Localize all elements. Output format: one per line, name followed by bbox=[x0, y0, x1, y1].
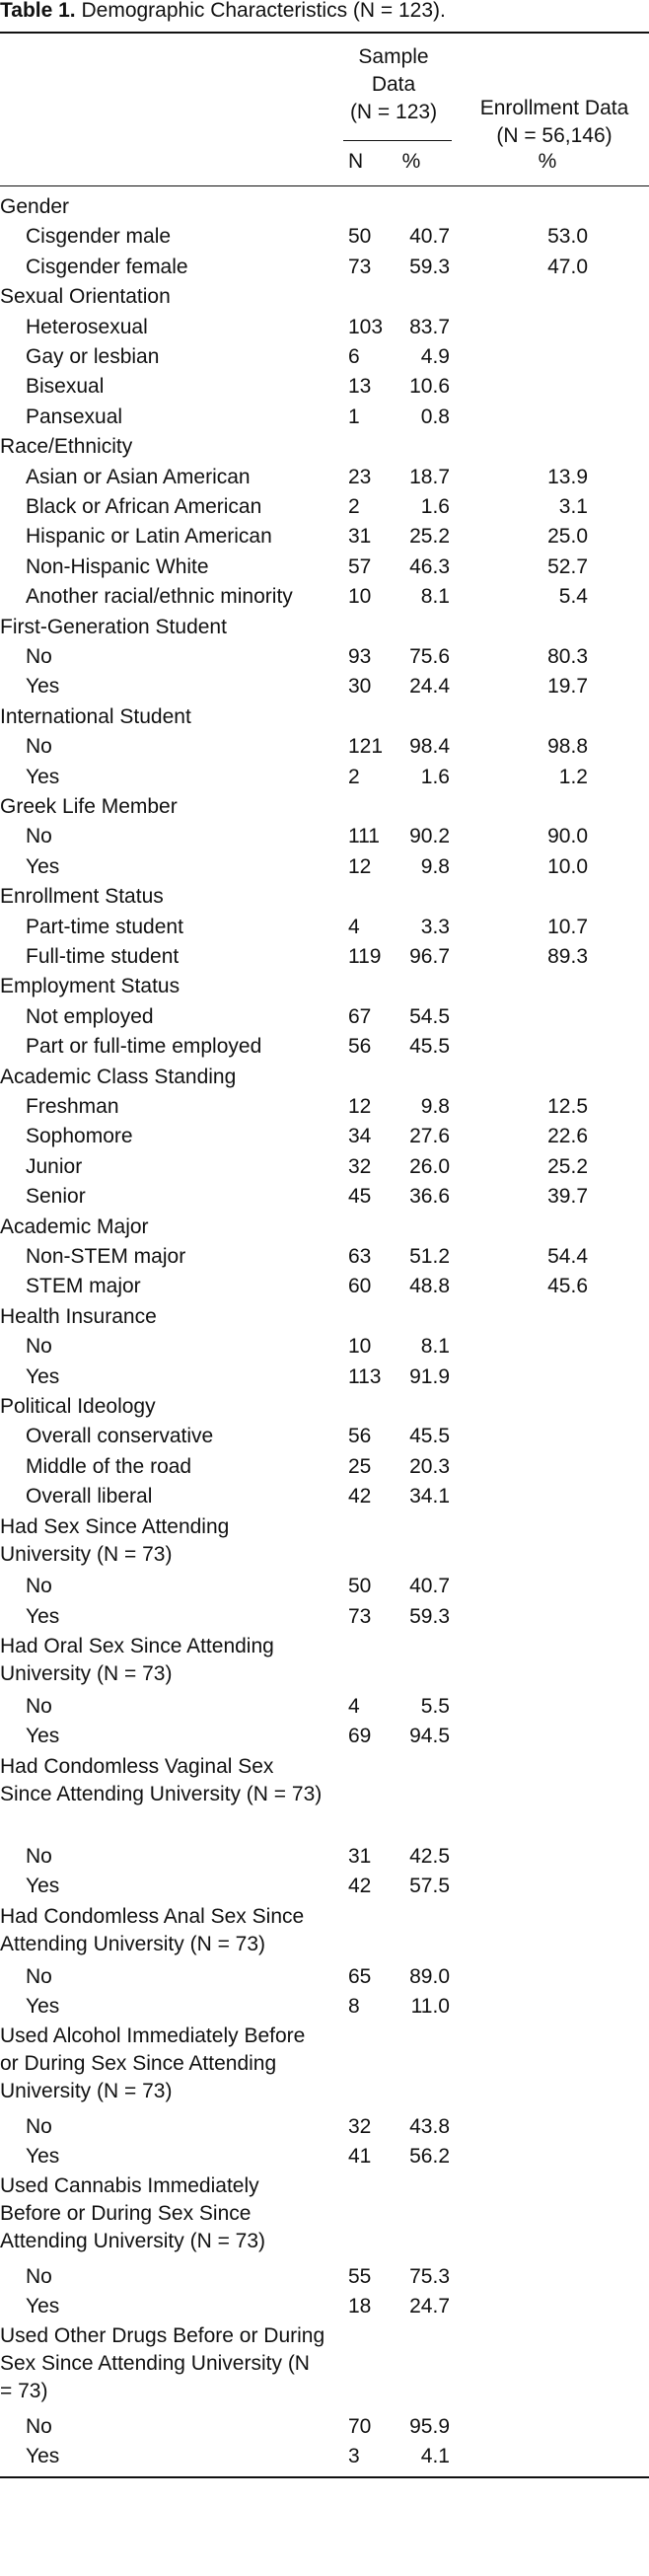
enrollment-pct-cell: 10.0 bbox=[547, 854, 588, 878]
sample-pct-cell: 9.8 bbox=[420, 854, 450, 878]
sample-n-cell: 31 bbox=[348, 1845, 372, 1868]
enrollment-pct-cell: 45.6 bbox=[547, 1275, 588, 1298]
enroll-header-line1: Enrollment Data bbox=[479, 97, 629, 119]
enrollment-pct-cell: 19.7 bbox=[547, 675, 588, 699]
sample-pct-cell: 40.7 bbox=[409, 225, 450, 249]
row-label: Full-time student bbox=[26, 945, 180, 968]
category-label: First-Generation Student bbox=[0, 615, 227, 638]
sample-n-cell: 67 bbox=[348, 1004, 372, 1028]
sample-pct-cell: 83.7 bbox=[409, 315, 450, 338]
category-label: Gender bbox=[0, 195, 70, 218]
sample-n-cell: 57 bbox=[348, 554, 372, 578]
row-label: Yes bbox=[26, 1725, 60, 1748]
sample-n-cell: 42 bbox=[348, 1875, 372, 1898]
sample-n-cell: 93 bbox=[348, 645, 372, 668]
enrollment-pct-cell: 1.2 bbox=[558, 765, 588, 788]
row-label: Hispanic or Latin American bbox=[26, 525, 272, 549]
col-enroll-pct-header: % bbox=[538, 150, 557, 173]
row-label: Cisgender male bbox=[26, 225, 172, 249]
sample-n-cell: 8 bbox=[348, 1995, 360, 2018]
row-label: No bbox=[26, 2264, 52, 2288]
table-caption-label: Table 1. bbox=[0, 0, 76, 22]
enrollment-pct-cell: 10.7 bbox=[547, 915, 588, 938]
sample-pct-cell: 11.0 bbox=[410, 1995, 450, 2018]
category-label: Academic Major bbox=[0, 1214, 149, 1238]
sample-n-cell: 34 bbox=[348, 1125, 372, 1148]
row-label: No bbox=[26, 2114, 52, 2138]
sample-header-line1: Sample bbox=[358, 45, 429, 68]
sample-n-cell: 56 bbox=[348, 1035, 372, 1059]
sample-n-cell: 2 bbox=[348, 495, 360, 518]
sample-pct-cell: 8.1 bbox=[420, 585, 450, 609]
sample-pct-cell: 45.5 bbox=[409, 1035, 450, 1059]
col-pct-header: % bbox=[401, 150, 421, 173]
sample-pct-cell: 24.7 bbox=[409, 2295, 450, 2318]
sample-pct-cell: 96.7 bbox=[409, 945, 450, 968]
sample-n-cell: 121 bbox=[348, 735, 384, 759]
sample-n-cell: 23 bbox=[348, 465, 372, 488]
sample-header-line3: (N = 123) bbox=[349, 101, 438, 123]
sample-header-line2: Data bbox=[371, 73, 416, 96]
row-label: Pansexual bbox=[26, 405, 123, 428]
enrollment-pct-cell: 80.3 bbox=[547, 645, 588, 668]
table-caption-text: Demographic Characteristics (N = 123). bbox=[81, 0, 446, 22]
sample-pct-cell: 59.3 bbox=[409, 255, 450, 278]
enrollment-pct-cell: 98.8 bbox=[547, 735, 588, 759]
sample-pct-cell: 90.2 bbox=[409, 825, 450, 848]
enrollment-pct-cell: 25.0 bbox=[547, 525, 588, 549]
sample-pct-cell: 91.9 bbox=[409, 1364, 450, 1388]
row-label: No bbox=[26, 1575, 52, 1598]
sample-n-cell: 10 bbox=[348, 1335, 372, 1359]
sample-pct-cell: 20.3 bbox=[409, 1454, 450, 1478]
row-label: Yes bbox=[26, 854, 60, 878]
sample-n-cell: 70 bbox=[348, 2414, 372, 2438]
row-label: No bbox=[26, 1845, 52, 1868]
row-label: STEM major bbox=[26, 1275, 141, 1298]
row-label: Another racial/ethnic minority bbox=[26, 585, 293, 609]
sample-pct-cell: 56.2 bbox=[409, 2145, 450, 2168]
row-label: Part-time student bbox=[26, 915, 183, 938]
sample-n-cell: 50 bbox=[348, 225, 372, 249]
enrollment-pct-cell: 47.0 bbox=[547, 255, 588, 278]
sample-n-cell: 55 bbox=[348, 2264, 372, 2288]
sample-n-cell: 32 bbox=[348, 2114, 372, 2138]
row-label: Yes bbox=[26, 1995, 60, 2018]
row-label: Asian or Asian American bbox=[26, 465, 251, 488]
sample-n-cell: 111 bbox=[348, 825, 380, 848]
row-label: Heterosexual bbox=[26, 315, 148, 338]
enrollment-pct-cell: 13.9 bbox=[547, 465, 588, 488]
category-label: Had Condomless Anal Sex Since Attending University (N = 73) bbox=[0, 1904, 305, 1955]
row-label: Overall conservative bbox=[26, 1425, 214, 1448]
sample-pct-cell: 10.6 bbox=[409, 375, 450, 399]
sample-n-cell: 103 bbox=[348, 315, 384, 338]
sample-pct-cell: 75.3 bbox=[409, 2264, 450, 2288]
row-label: Sophomore bbox=[26, 1125, 133, 1148]
sample-pct-cell: 36.6 bbox=[409, 1185, 450, 1209]
sample-pct-cell: 26.0 bbox=[409, 1154, 450, 1178]
sample-pct-cell: 89.0 bbox=[409, 1964, 450, 1988]
sample-n-cell: 2 bbox=[348, 765, 360, 788]
sample-n-cell: 32 bbox=[348, 1154, 372, 1178]
sample-pct-cell: 57.5 bbox=[409, 1875, 450, 1898]
category-label: Used Other Drugs Before or During Sex Since Attending University (N = 73) bbox=[0, 2324, 325, 2403]
row-label: Cisgender female bbox=[26, 255, 188, 278]
sample-n-cell: 41 bbox=[348, 2145, 372, 2168]
enrollment-pct-cell: 3.1 bbox=[558, 495, 588, 518]
category-label: Employment Status bbox=[0, 975, 180, 998]
sample-n-cell: 13 bbox=[348, 375, 372, 399]
sample-pct-cell: 95.9 bbox=[409, 2414, 450, 2438]
category-label: Had Oral Sex Since Attending University (N = 73) bbox=[0, 1635, 274, 1686]
sample-n-cell: 12 bbox=[348, 854, 372, 878]
sample-pct-cell: 43.8 bbox=[409, 2114, 450, 2138]
sample-n-cell: 69 bbox=[348, 1725, 372, 1748]
row-label: Not employed bbox=[26, 1004, 154, 1028]
sample-n-cell: 45 bbox=[348, 1185, 372, 1209]
bottom-rule bbox=[0, 2476, 649, 2478]
sample-data-header bbox=[335, 43, 452, 126]
row-label: Yes bbox=[26, 2295, 60, 2318]
enrollment-pct-cell: 89.3 bbox=[547, 945, 588, 968]
sample-pct-cell: 25.2 bbox=[409, 525, 450, 549]
row-label: No bbox=[26, 735, 52, 759]
sample-pct-cell: 4.1 bbox=[420, 2445, 450, 2467]
sample-n-cell: 56 bbox=[348, 1425, 372, 1448]
sample-pct-cell: 27.6 bbox=[409, 1125, 450, 1148]
sample-n-cell: 4 bbox=[348, 915, 360, 938]
sample-pct-cell: 0.8 bbox=[420, 405, 450, 428]
sample-pct-cell: 8.1 bbox=[420, 1335, 450, 1359]
row-label: Black or African American bbox=[26, 495, 262, 518]
sample-pct-cell: 40.7 bbox=[409, 1575, 450, 1598]
sample-n-cell: 31 bbox=[348, 525, 372, 549]
row-label: No bbox=[26, 825, 52, 848]
enrollment-pct-cell: 39.7 bbox=[547, 1185, 588, 1209]
sample-n-cell: 42 bbox=[348, 1485, 372, 1509]
row-label: Non-Hispanic White bbox=[26, 554, 209, 578]
row-label: Yes bbox=[26, 765, 60, 788]
sample-n-cell: 63 bbox=[348, 1245, 372, 1268]
enrollment-pct-cell: 12.5 bbox=[547, 1095, 588, 1118]
sample-pct-cell: 24.4 bbox=[409, 675, 450, 699]
sample-n-cell: 30 bbox=[348, 675, 372, 699]
sample-pct-cell: 59.3 bbox=[409, 1604, 450, 1628]
sample-pct-cell: 5.5 bbox=[420, 1695, 450, 1718]
sample-pct-cell: 51.2 bbox=[409, 1245, 450, 1268]
sample-n-cell: 60 bbox=[348, 1275, 372, 1298]
sample-n-cell: 18 bbox=[348, 2295, 372, 2318]
category-label: Used Cannabis Immediately Before or During Sex Since Attending University (N = 73) bbox=[0, 2174, 266, 2253]
enrollment-pct-cell: 25.2 bbox=[547, 1154, 588, 1178]
category-label: Used Alcohol Immediately Before or During Sex Since Attending University (N = 73) bbox=[0, 2024, 306, 2103]
sample-pct-cell: 48.8 bbox=[409, 1275, 450, 1298]
row-label: No bbox=[26, 1695, 52, 1718]
enrollment-data-header bbox=[460, 95, 649, 150]
sample-pct-cell: 9.8 bbox=[420, 1095, 450, 1118]
row-label: No bbox=[26, 1964, 52, 1988]
sample-pct-cell: 3.3 bbox=[420, 915, 450, 938]
sample-n-cell: 6 bbox=[348, 345, 360, 368]
sample-n-cell: 73 bbox=[348, 1604, 372, 1628]
category-label: Political Ideology bbox=[0, 1395, 156, 1418]
sample-n-cell: 12 bbox=[348, 1095, 372, 1118]
enroll-header-line2: (N = 56,146) bbox=[496, 124, 613, 147]
row-label: No bbox=[26, 2414, 52, 2438]
sample-pct-cell: 75.6 bbox=[409, 645, 450, 668]
sample-pct-cell: 34.1 bbox=[409, 1485, 450, 1509]
row-label: Freshman bbox=[26, 1095, 119, 1118]
enrollment-pct-cell: 22.6 bbox=[547, 1125, 588, 1148]
row-label: Senior bbox=[26, 1185, 86, 1209]
sample-pct-cell: 98.4 bbox=[409, 735, 450, 759]
sample-n-cell: 1 bbox=[348, 405, 360, 428]
sample-pct-cell: 94.5 bbox=[409, 1725, 450, 1748]
category-label: Health Insurance bbox=[0, 1304, 157, 1328]
row-label: Part or full-time employed bbox=[26, 1035, 262, 1059]
sample-pct-cell: 46.3 bbox=[409, 554, 450, 578]
row-label: Bisexual bbox=[26, 375, 105, 399]
category-label: Had Sex Since Attending University (N = 73) bbox=[0, 1514, 230, 1566]
sample-header-underline bbox=[343, 140, 452, 141]
row-label: Yes bbox=[26, 2145, 60, 2168]
sample-n-cell: 3 bbox=[348, 2445, 360, 2467]
row-label: Yes bbox=[26, 2445, 60, 2467]
sample-n-cell: 73 bbox=[348, 255, 372, 278]
enrollment-pct-cell: 54.4 bbox=[547, 1245, 588, 1268]
row-label: Overall liberal bbox=[26, 1485, 153, 1509]
row-label: No bbox=[26, 1335, 52, 1359]
sample-pct-cell: 4.9 bbox=[420, 345, 450, 368]
row-label: No bbox=[26, 645, 52, 668]
sample-pct-cell: 54.5 bbox=[409, 1004, 450, 1028]
sample-pct-cell: 18.7 bbox=[409, 465, 450, 488]
sample-n-cell: 25 bbox=[348, 1454, 372, 1478]
sample-pct-cell: 42.5 bbox=[409, 1845, 450, 1868]
category-label: Sexual Orientation bbox=[0, 285, 171, 309]
row-label: Gay or lesbian bbox=[26, 345, 160, 368]
enrollment-pct-cell: 90.0 bbox=[547, 825, 588, 848]
category-label: Academic Class Standing bbox=[0, 1065, 237, 1088]
sample-n-cell: 50 bbox=[348, 1575, 372, 1598]
category-label: Had Condomless Vaginal Sex Since Attending University (N = 73) bbox=[0, 1754, 323, 1805]
row-label: Non-STEM major bbox=[26, 1245, 186, 1268]
row-label: Junior bbox=[26, 1154, 83, 1178]
top-rule bbox=[0, 32, 649, 34]
enrollment-pct-cell: 52.7 bbox=[547, 554, 588, 578]
row-label: Yes bbox=[26, 1604, 60, 1628]
sample-n-cell: 113 bbox=[348, 1364, 382, 1388]
sample-pct-cell: 45.5 bbox=[409, 1425, 450, 1448]
category-label: International Student bbox=[0, 704, 191, 728]
sample-pct-cell: 1.6 bbox=[420, 765, 450, 788]
category-label: Enrollment Status bbox=[0, 885, 164, 909]
header-bottom-rule bbox=[0, 185, 649, 186]
row-label: Yes bbox=[26, 1364, 60, 1388]
sample-n-cell: 4 bbox=[348, 1695, 360, 1718]
row-label: Yes bbox=[26, 1875, 60, 1898]
col-n-header: N bbox=[348, 150, 364, 173]
enrollment-pct-cell: 53.0 bbox=[547, 225, 588, 249]
sample-pct-cell: 1.6 bbox=[420, 495, 450, 518]
enrollment-pct-cell: 5.4 bbox=[558, 585, 588, 609]
category-label: Greek Life Member bbox=[0, 795, 178, 818]
sample-n-cell: 65 bbox=[348, 1964, 372, 1988]
row-label: Middle of the road bbox=[26, 1454, 192, 1478]
table-caption bbox=[0, 0, 446, 36]
row-label: Yes bbox=[26, 675, 60, 699]
category-label: Race/Ethnicity bbox=[0, 435, 133, 459]
sample-n-cell: 119 bbox=[348, 945, 382, 968]
sample-n-cell: 10 bbox=[348, 585, 372, 609]
